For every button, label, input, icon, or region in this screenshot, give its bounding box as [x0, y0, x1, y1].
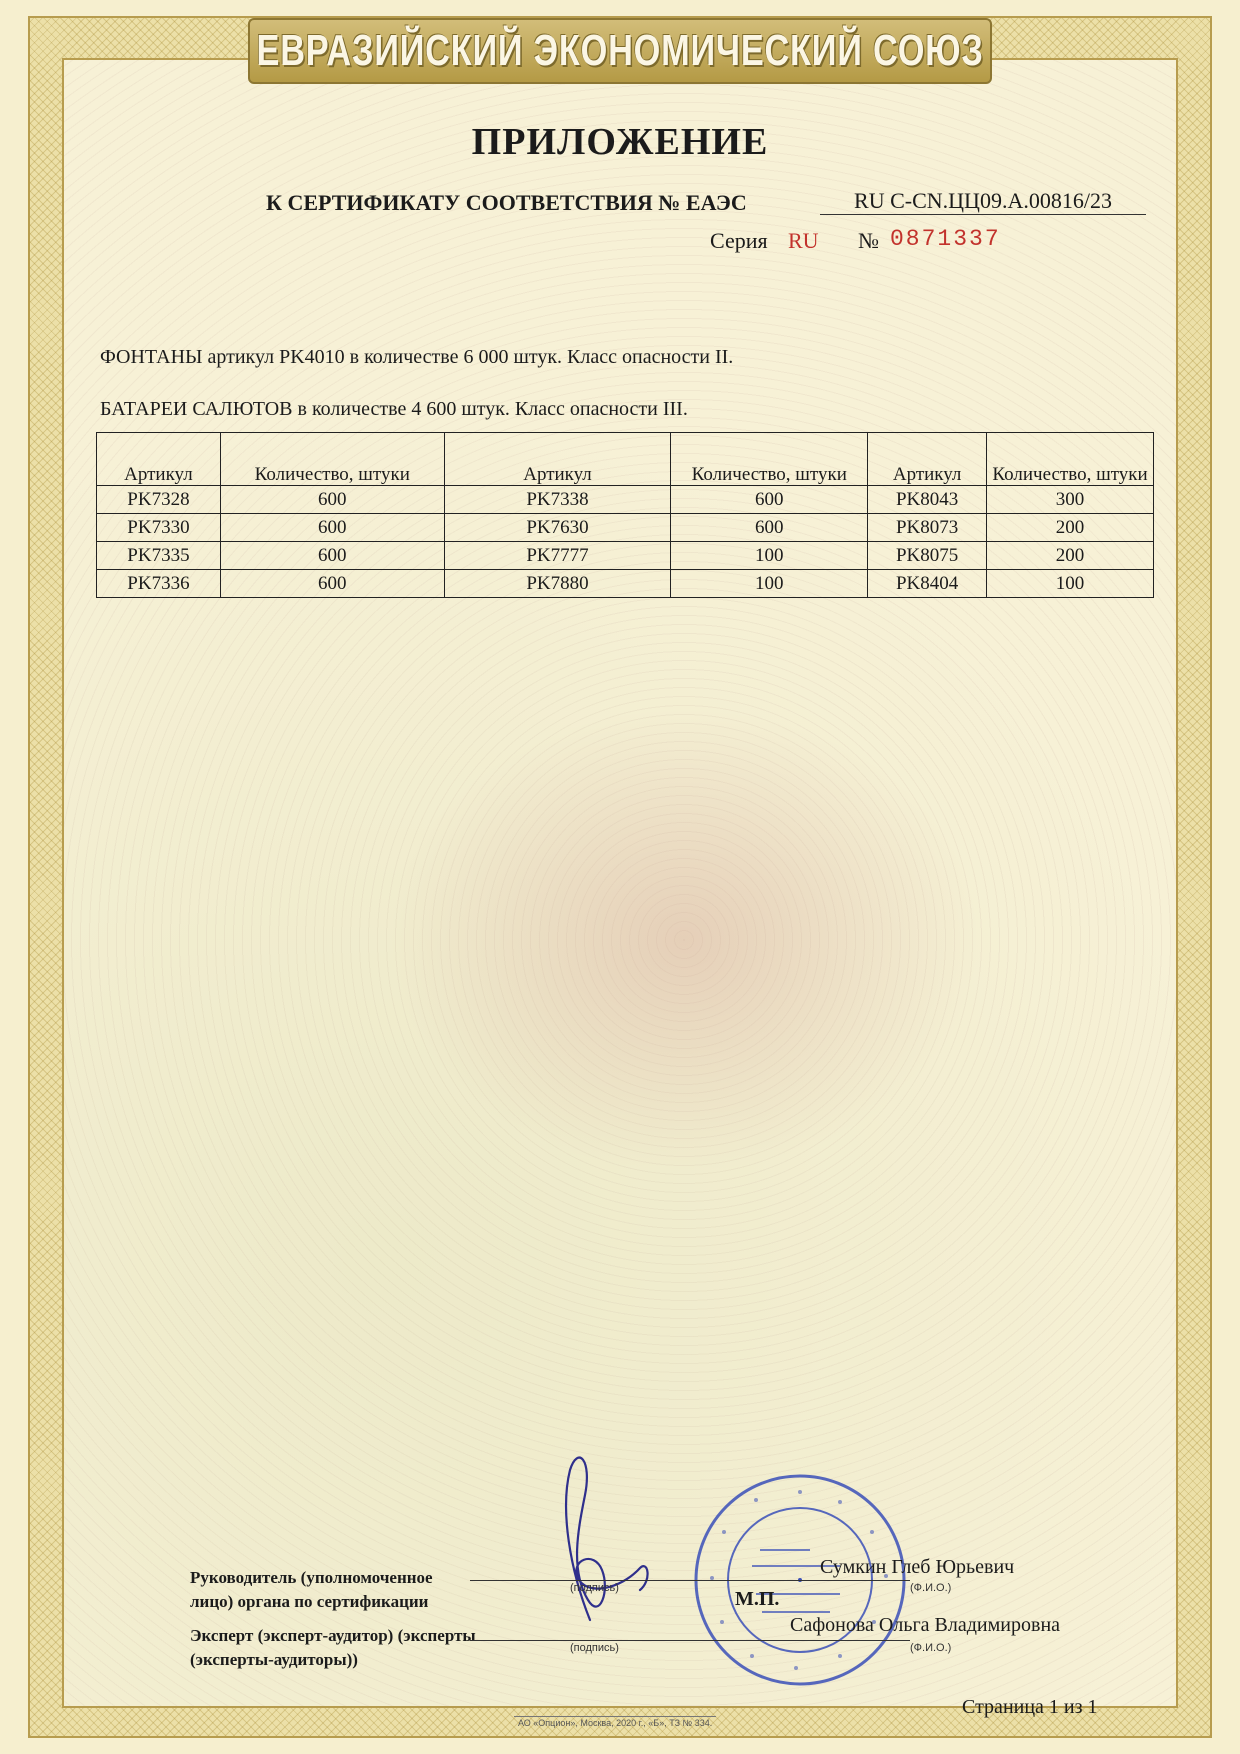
- union-banner: [248, 18, 992, 84]
- number-sign: №: [858, 228, 879, 253]
- expert-name: Сафонова Ольга Владимировна: [790, 1614, 1061, 1636]
- column-header: Артикул: [97, 433, 221, 486]
- signature-line: [470, 1580, 910, 1581]
- table-cell: PK7330: [97, 514, 221, 542]
- table-cell: 600: [220, 486, 444, 514]
- seal-place-label: М.П.: [735, 1588, 780, 1610]
- table-cell: 100: [987, 570, 1154, 598]
- table-cell: PK8404: [868, 570, 987, 598]
- name-caption: (Ф.И.О.): [910, 1642, 952, 1654]
- signature-caption: (подпись): [570, 1642, 619, 1654]
- table-cell: 100: [671, 542, 868, 570]
- printer-imprint: АО «Опцион», Москва, 2020 г., «Б», ТЗ № 334.: [514, 1716, 716, 1729]
- items-table: [96, 432, 1154, 598]
- expert-signature-label: Эксперт (эксперт-аудитор) (эксперты (эксперты-аудиторы)): [190, 1626, 476, 1669]
- fountains-paragraph: ФОНТАНЫ артикул PK4010 в количестве 6 000 штук. Класс опасности II.: [100, 346, 734, 368]
- table-cell: PK8073: [868, 514, 987, 542]
- table-cell: 300: [987, 486, 1154, 514]
- table-row: [97, 570, 1154, 598]
- table-cell: PK8075: [868, 542, 987, 570]
- table-cell: PK7880: [444, 570, 671, 598]
- name-caption: (Ф.И.О.): [910, 1582, 952, 1594]
- page-number: Страница 1 из 1: [962, 1696, 1098, 1718]
- table-cell: 600: [220, 514, 444, 542]
- head-name: Сумкин Глеб Юрьевич: [820, 1556, 1015, 1578]
- column-header: Артикул: [444, 433, 671, 486]
- certificate-number: RU C-CN.ЦЦ09.А.00816/23: [820, 188, 1146, 215]
- page-title: ПРИЛОЖЕНИЕ: [471, 121, 769, 163]
- signature-caption: (подпись): [570, 1582, 619, 1594]
- table-row: [97, 542, 1154, 570]
- column-header: Артикул: [868, 433, 987, 486]
- table-cell: 600: [220, 542, 444, 570]
- series-code: RU: [788, 228, 819, 253]
- table-cell: 100: [671, 570, 868, 598]
- table-row: [97, 486, 1154, 514]
- table-cell: 600: [671, 514, 868, 542]
- column-header: Количество, штуки: [987, 433, 1154, 486]
- batteries-paragraph: БАТАРЕИ САЛЮТОВ в количестве 4 600 штук. Класс опасности III.: [100, 398, 688, 420]
- table-cell: PK7335: [97, 542, 221, 570]
- table-cell: PK7328: [97, 486, 221, 514]
- table-row: [97, 514, 1154, 542]
- series-label: Серия: [710, 228, 768, 253]
- table-cell: 600: [220, 570, 444, 598]
- signature-line: [470, 1640, 910, 1641]
- table-cell: 200: [987, 542, 1154, 570]
- table-cell: PK7630: [444, 514, 671, 542]
- series-number: 0871337: [890, 226, 1001, 252]
- handwritten-signature: [530, 1450, 680, 1630]
- table-cell: 600: [671, 486, 868, 514]
- table-cell: PK7336: [97, 570, 221, 598]
- table-cell: PK7777: [444, 542, 671, 570]
- table-cell: PK7338: [444, 486, 671, 514]
- table-cell: 200: [987, 514, 1154, 542]
- head-signature-label: Руководитель (уполномоченное лицо) органа по сертификации: [190, 1568, 433, 1611]
- column-header: Количество, штуки: [671, 433, 868, 486]
- certificate-reference: [266, 190, 1146, 222]
- column-header: Количество, штуки: [220, 433, 444, 486]
- table-cell: PK8043: [868, 486, 987, 514]
- union-banner-text: ЕВРАЗИЙСКИЙ ЭКОНОМИЧЕСКИЙ СОЮЗ: [256, 26, 984, 75]
- certificate-label: К СЕРТИФИКАТУ СООТВЕТСТВИЯ № ЕАЭС: [266, 190, 747, 215]
- table-header-row: [97, 433, 1154, 486]
